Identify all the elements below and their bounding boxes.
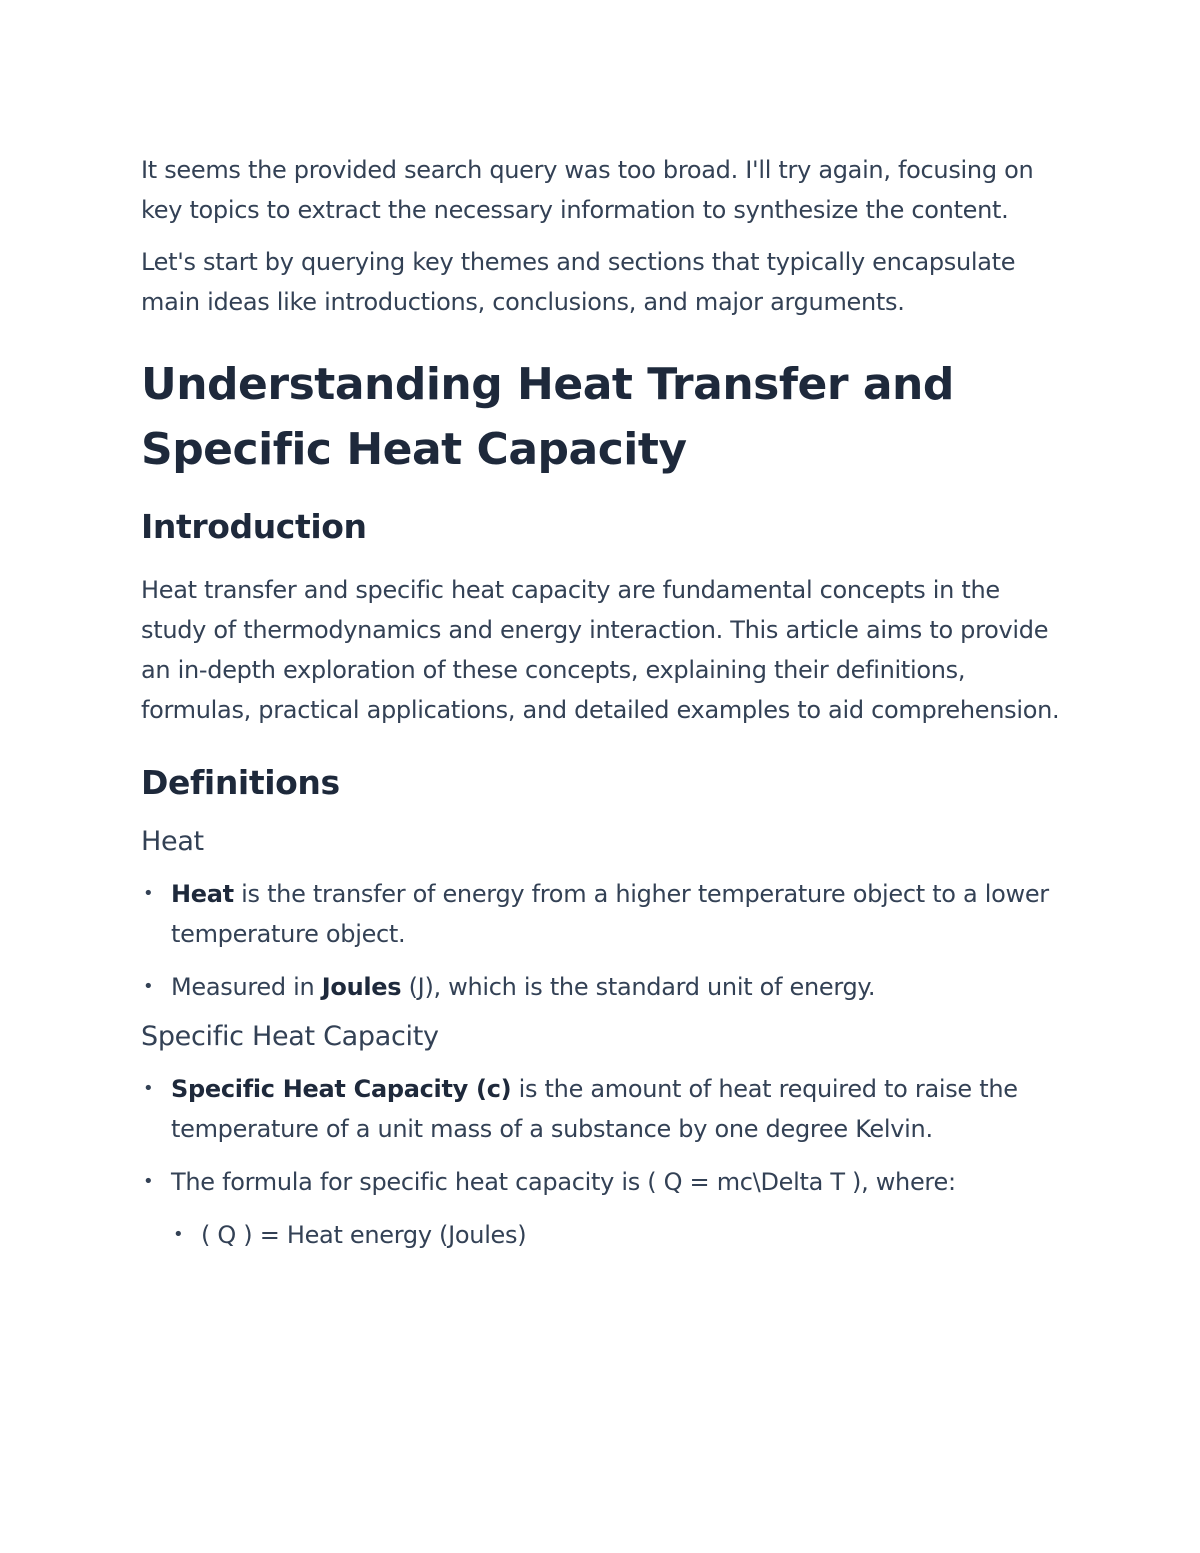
definitions-heading: Definitions [141,763,340,802]
list-item-text: The formula for specific heat capacity is ( Q = mc\Delta T ), where: [171,1168,956,1196]
intro-paragraph-1: It seems the provided search query was too broad. I'll try again, focusing on key topics to extract the necessary information to synthesize the content. [141,156,1034,224]
bullet-icon: • [143,976,154,997]
intro-paragraph-2: Let's start by querying key themes and sections that typically encapsulate main ideas like introductions, conclusions, and major arguments. [141,248,1016,316]
list-item [141,1069,1061,1149]
introduction-paragraph: Heat transfer and specific heat capacity are fundamental concepts in the study of thermodynamics and energy interaction. This article aims to provide an in-depth exploration of these concepts, explaining their definitions, formulas, practical applications, and detailed examples to aid comprehension. [141,576,1060,724]
list-item [141,874,1061,954]
bullet-icon: • [173,1224,184,1245]
bullet-icon: • [143,1078,154,1099]
document-page [141,150,1061,1255]
list-item-text: (J), which is the standard unit of energy. [401,973,876,1001]
specific-heat-subheading: Specific Heat Capacity [141,1021,439,1052]
list-item [171,1215,1061,1255]
bold-term: Heat [171,880,234,908]
list-item-text: is the amount of heat required to raise the temperature of a unit mass of a substance by one degree Kelvin. [171,1075,1018,1143]
list-item-text: ( Q ) = Heat energy (Joules) [201,1221,527,1249]
list-item-text: Measured in [171,973,322,1001]
list-item [141,967,1061,1007]
bullet-icon: • [143,883,154,904]
heat-list [141,874,1061,1007]
document-title: Understanding Heat Transfer and Specific Heat Capacity [141,359,954,475]
bold-term: Specific Heat Capacity (c) [171,1075,512,1103]
bullet-icon: • [143,1171,154,1192]
formula-sub-list [171,1215,1061,1255]
specific-heat-list [141,1069,1061,1202]
introduction-heading: Introduction [141,507,367,546]
heat-subheading: Heat [141,826,204,857]
list-item-text: is the transfer of energy from a higher temperature object to a lower temperature object. [171,880,1049,948]
list-item [141,1162,1061,1202]
bold-term: Joules [321,973,402,1001]
